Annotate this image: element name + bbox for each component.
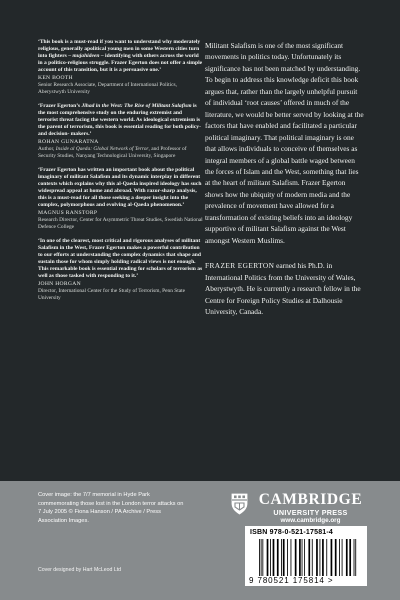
endorsement-author: JOHN HORGAN: [38, 280, 81, 287]
barcode-bar: [281, 539, 282, 576]
barcode-bar: [304, 539, 305, 576]
barcode-bar: [326, 539, 327, 576]
publisher-logo: [253, 492, 368, 525]
barcode-bar: [346, 539, 348, 576]
italic-title-text: Jihad in the West: The Rise of Militant Salafism: [81, 102, 192, 109]
barcode-bar: [261, 539, 262, 576]
publisher-url: www.cambridge.org: [280, 517, 341, 524]
quote-text-run: ‘Frazer Egerton has written an important book about the political imaginary of militant Salafism and its dynamic interplay in different contexts which explains why this al-Qaeda inspired ideology has such widespread appeal at home and abroad. With razor-sharp analysis, this is a must-read for all those seeking a deeper insight into the complex, polymorphous and evolving al-Qaeda phenomenon.’: [38, 166, 202, 208]
barcode-bar: [308, 539, 310, 576]
barcode-bar: [259, 539, 260, 576]
italic-title-text: Inside al Qaeda: Global Network of Terror: [55, 146, 149, 153]
barcode-bar: [287, 539, 288, 576]
barcode-bars: [259, 539, 357, 576]
endorsement-4: [38, 238, 203, 302]
endorsement-3: [38, 167, 203, 231]
barcode-bar: [273, 539, 275, 576]
barcode-bar: [283, 539, 285, 576]
publisher-name: CAMBRIDGE: [258, 491, 363, 508]
endorsement-author: KEN BOOTH: [38, 75, 73, 82]
description-column: [205, 40, 365, 317]
barcode-bar: [355, 539, 356, 576]
quote-text-run: , and Professor of Security Studies, Nanyang Technological University, Singapore: [38, 146, 187, 159]
quote-text-run: ‘Frazer Egerton’s: [38, 102, 82, 109]
barcode-bar: [299, 539, 301, 576]
cover-image-credit: Cover image: the 7/7 memorial in Hyde Park commemorating those lost in the London terror attacks on 7 July 2005 © Fiona Hanson / PA Archive / Press Association Images.: [38, 492, 184, 524]
endorsement-affiliation: Senior Research Associate, Department of International Politics, Aberystwyth University: [38, 82, 177, 96]
endorsement-affiliation: [38, 146, 203, 160]
barcode-bar: [322, 539, 324, 576]
barcode-bar: [339, 539, 340, 576]
endorsement-2: [38, 103, 203, 160]
barcode-bar: [349, 539, 351, 576]
quote-text-run: ‘This book is a must-read if you want to understand why moderately religious, generally apolitical young men in some Western cities turn into fighters –: [38, 39, 201, 60]
barcode-bar: [270, 539, 271, 576]
endorsement-author: ROHAN GUNARATNA: [38, 139, 99, 146]
barcode-bar: [267, 539, 269, 576]
barcode-bar: [316, 539, 318, 576]
cover-design-credit: Cover designed by Hart McLeod Ltd: [38, 567, 122, 573]
endorsement-quote: [38, 167, 203, 209]
barcode-bar: [335, 539, 337, 576]
barcode-bar: [354, 539, 355, 576]
barcode-bar: [277, 539, 279, 576]
author-bio: [205, 260, 365, 317]
barcode-bar: [302, 539, 303, 576]
book-description: Militant Salafism is one of the most significant movements in politics today. Unfortunately its significance has not been matched by understanding. To begin to address this knowledge deficit this book argues that, rather than the largely unhelpful pursuit of individual ‘root causes’ offered in much of the literature, we would be better served by looking at the factors that have enabled and facilitated a particular political imaginary. That political imaginary is one that allows individuals to conceive of themselves as integral members of a global battle waged between the forces of Islam and the West, something that lies at the heart of militant Salafism. Frazer Egerton shows how the ubiquity of modern media and the prevalence of movement have allowed for a transformation of existing beliefs into an ideology supportive of militant Salafism against the West amongst Western Muslims.: [205, 41, 364, 245]
endorsement-affiliation: Director, International Center for the Study of Terrorism, Penn State University: [38, 287, 186, 301]
endorsement-author: MAGNUS RANSTORP: [38, 209, 98, 216]
endorsement-1: [38, 39, 203, 96]
bio-text: earned his Ph.D. in International Politics from the University of Wales, Aberystwyth. He is currently a research fellow in the Centre for Foreign Policy Studies at Dalhousie University, Canada.: [205, 261, 361, 316]
endorsements-column: [38, 39, 203, 308]
barcode-box: [245, 526, 367, 586]
quote-text-run: – identifying with others across the world in a politico-religious struggle. Frazer Egerton does not offer a simple account of this transition, but it is a persuasive one.’: [38, 53, 203, 74]
endorsement-affiliation: Research Director, Center for Asymmetric Threat Studies, Swedish National Defence College: [38, 216, 203, 230]
barcode-bar: [262, 539, 263, 576]
quote-text-run: Author,: [38, 146, 56, 153]
barcode-digits: 9 780521 175814 >: [249, 576, 334, 585]
barcode-bar: [331, 539, 333, 576]
quote-text-run: is the most comprehensive study on the enduring extremist and terrorist threat facing the western world. As ideological extremism is the parent of terrorism, this book is essential reading for both policy- and decision- makers.’: [38, 102, 201, 138]
quote-text-run: ‘In one of the clearest, most critical and rigorous analyses of militant Salafism in the West, Frazer Egerton makes a powerful contribution to our efforts at understanding the complex dynamics that shape and sustain those for whom simply holding radical views is not enough. This remarkable book is essential reading for scholars of terrorism as well as those tasked with responding to it.’: [38, 237, 203, 279]
endorsement-quote: [38, 39, 203, 74]
barcode-bar: [320, 539, 321, 576]
barcode-bar: [342, 539, 343, 576]
isbn-label: ISBN 978-0-521-17581-4: [250, 529, 334, 536]
barcode-bar: [291, 539, 292, 576]
endorsement-quote: [38, 103, 203, 138]
endorsement-quote: [38, 238, 203, 280]
publisher-press: UNIVERSITY PRESS: [273, 508, 348, 517]
bio-author-name: FRAZER EGERTON: [205, 261, 275, 271]
italic-title-text: mujahideen: [72, 53, 100, 60]
barcode-bar: [295, 539, 297, 576]
barcode-bar: [312, 539, 313, 576]
cambridge-shield-icon: [231, 493, 248, 515]
